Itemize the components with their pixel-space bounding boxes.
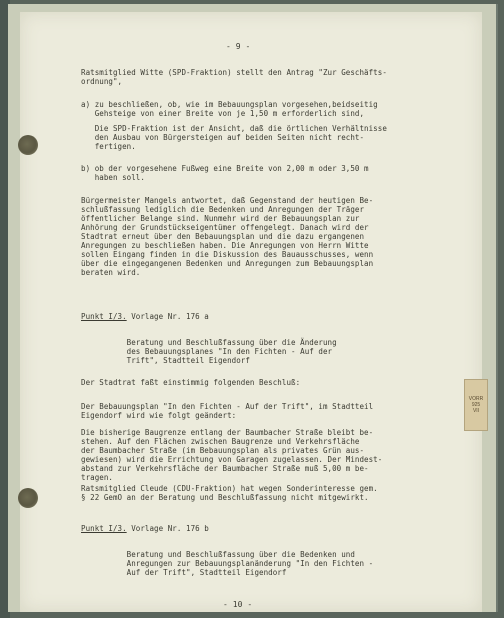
agenda-item-176a-title: Beratung und Beschlußfassung über die Änderung des Bebauungsplanes "In den Fichten - Auf der Trift", Stadtteil Eigendorf — [126, 338, 337, 365]
agenda-item-176a — [81, 312, 209, 321]
paragraph-cleude: Ratsmitglied Cleude (CDU-Fraktion) hat wegen Sonderinteresse gem. § 22 GemO an der Beratung und Beschlußfassung nicht mitgewirkt. — [81, 484, 378, 502]
agenda-item-176b — [81, 524, 209, 533]
paragraph-bebauungsplan: Der Bebauungsplan "In den Fichten - Auf der Trift", im Stadtteil Eigendorf wird wie folgt geändert: — [81, 402, 374, 420]
page-number-bottom: - 10 - — [223, 600, 253, 609]
stamp-line-1: VORR — [468, 396, 484, 402]
paragraph-antrag: Ratsmitglied Witte (SPD-Fraktion) stellt den Antrag "Zur Geschäfts- ordnung", — [81, 68, 387, 86]
document-page — [20, 12, 482, 612]
binder-board — [8, 4, 498, 612]
paragraph-baugrenze: Die bisherige Baugrenze entlang der Baumbacher Straße bleibt be- stehen. Auf den Flächen zwischen Baugrenze und Verkehrsfläche der Baumbacher Straße (im Bebauungsplan als privates Grün aus- gewiesen) wird die Errichtung von Garagen zugelassen. Der Mindest- abstand zur Verkehrsfläche der Baumbacher Straße muß 5,00 m be- tragen. — [81, 428, 383, 482]
paragraph-point-b: b) ob der vorgesehene Fußweg eine Breite von 2,00 m oder 3,50 m haben soll. — [81, 164, 369, 182]
agenda-item-label: Punkt I/3. — [81, 312, 127, 321]
punch-hole-top — [18, 135, 38, 155]
paragraph-buergermeister: Bürgermeister Mangels antwortet, daß Gegenstand der heutigen Be- schlußfassung lediglich die Bedenken und Anregungen der Träger öffentlicher Belange sind. Nunmehr wird der Bebauungsplan zur Anhörung der Grundstückseigentümer offengelegt. Danach wird der Stadtrat erneut über den Bebauungsplan und die dazu ergangenen Anregungen zu beschließen haben. Die Anregungen von Herrn Witte sollen Eingang finden in die Diskussion des Bauausschusses, wenn über die eingegangenen Bedenken und Anregungen zum Bebauungsplan beraten wird. — [81, 196, 374, 277]
agenda-item-label: Punkt I/3. — [81, 524, 127, 533]
agenda-item-176b-title: Beratung und Beschlußfassung über die Bedenken und Anregungen zur Bebauungsplanänderung "In den Fichten - Auf der Trift", Stadtteil Eigendorf — [126, 550, 374, 577]
paragraph-stadtrat: Der Stadtrat faßt einstimmig folgenden Beschluß: — [81, 378, 301, 387]
agenda-item-vorlage: Vorlage Nr. 176 b — [126, 524, 209, 533]
stamp-line-2: 925 — [471, 402, 481, 408]
stamp-line-3: VII — [472, 408, 480, 414]
paragraph-spd-note: Die SPD-Fraktion ist der Ansicht, daß die örtlichen Verhältnisse den Ausbau von Bürgersteigen auf beiden Seiten nicht recht- fertigen. — [94, 124, 387, 151]
paragraph-point-a: a) zu beschließen, ob, wie im Bebauungsplan vorgesehen,beidseitig Gehsteige von einer Breite von je 1,50 m erforderlich sind, — [81, 100, 378, 118]
archive-stamp-tab — [464, 379, 488, 431]
agenda-item-vorlage: Vorlage Nr. 176 a — [126, 312, 209, 321]
page-number-top: - 9 - — [226, 42, 251, 51]
punch-hole-bottom — [18, 488, 38, 508]
